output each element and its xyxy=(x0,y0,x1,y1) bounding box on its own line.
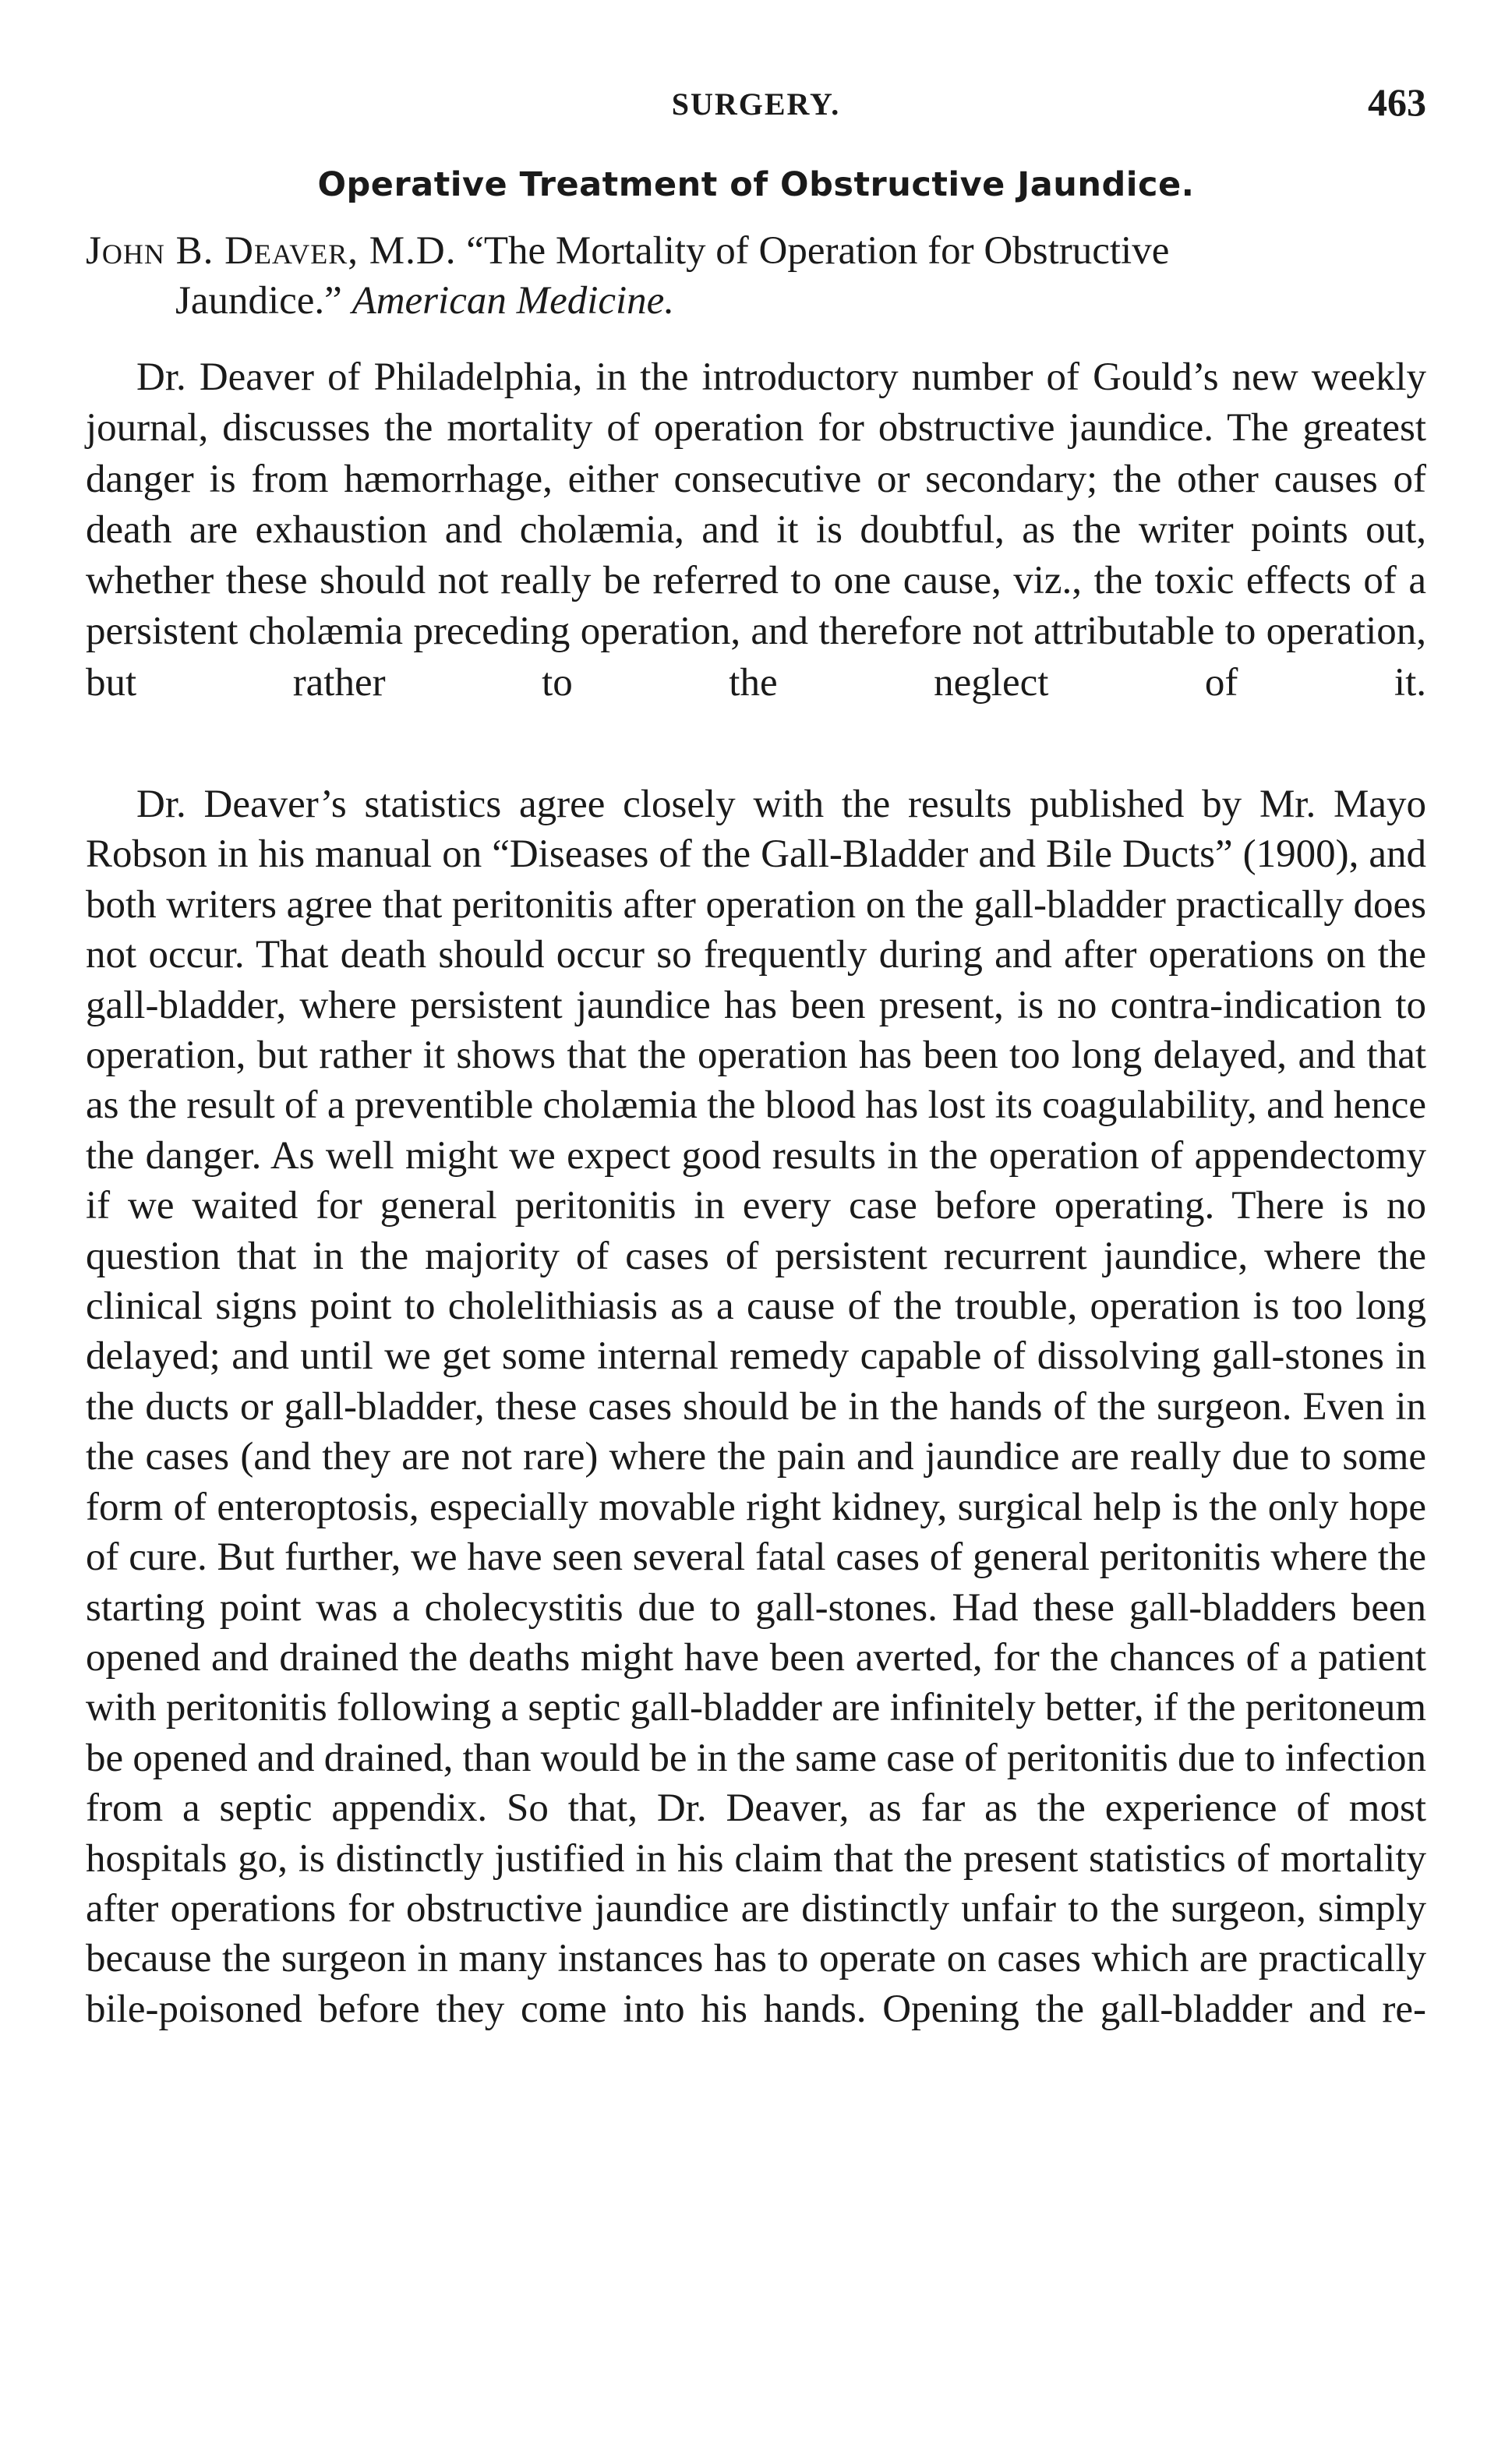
running-title: SURGERY. xyxy=(671,87,841,122)
body-paragraph-2 xyxy=(86,779,1426,2034)
paragraph-text: Dr. Deaver’s statistics agree closely with the results published by Mr. Mayo Robson in his manual on “Diseases of the Gall-Bladder and Bile Ducts” (1900), and both writers agree that peritonitis after operation on the gall-bladder practically does not occur. That death should occur so frequently during and after operations on the gall-bladder, where persistent jaundice has been present, is no contra-indication to operation, but rather it shows that the operation has been too long delayed, and that as the result of a preventible cholæmia the blood has lost its coagulability, and hence the danger. As well might we expect good results in the operation of appendectomy if we waited for general peritonitis in every case before operating. There is no question that in the majority of cases of persistent recurrent jaundice, where the clinical signs point to cholelithiasis as a cause of the trouble, operation is too long delayed; and until we get some internal remedy capable of dissolving gall-stones in the ducts or gall-bladder, these cases should be in the hands of the surgeon. Even in the cases (and they are not rare) where the pain and jaundice are really due to some form of enteroptosis, especially movable right kidney, surgical help is the only hope of cure. But further, we have seen several fatal cases of general peritonitis where the starting point was a cholecystitis due to gall-stones. Had these gall-bladders been opened and drained the deaths might have been averted, for the chances of a patient with peritonitis following a septic gall-bladder are infinitely better, if the peritoneum be opened and drained, than would be in the same case of peritonitis due to infection from a septic appendix. So that, Dr. Deaver, as far as the experience of most hospitals go, is distinctly justified in his claim that the present statistics of mortality after operations for obstructive jaundice are distinctly unfair to the surgeon, simply because the surgeon in many instances has to operate on cases which are practically bile-poisoned before they come into his hands. Opening the gall-bladder and re- xyxy=(86,783,1426,2031)
citation-title-line-1: “The Mortality of Operation for Obstructive xyxy=(466,229,1170,273)
citation xyxy=(86,226,1430,326)
running-head xyxy=(86,78,1426,125)
paragraph-text: Dr. Deaver of Philadelphia, in the introductory number of Gould’s new weekly journal, discusses the mortality of operation for obstructive jaundice. The greatest danger is from hæmorrhage, either consecutive or secondary; the other causes of death are exhaustion and cholæmia, and it is doubtful, as the writer points out, whether these should not really be referred to one cause, viz., the toxic effects of a persistent cholæmia preceding operation, and therefore not attributable to operation, but rather to the neglect of it. xyxy=(86,355,1426,705)
section-title: Operative Treatment of Obstructive Jaundice. xyxy=(317,165,1195,204)
page-number: 463 xyxy=(1368,80,1426,124)
citation-author: John B. Deaver, M.D. xyxy=(86,229,457,273)
citation-journal: American Medicine. xyxy=(352,279,675,323)
citation-line-1 xyxy=(86,226,1430,276)
citation-title-line-2: Jaundice.” xyxy=(175,279,342,323)
body-paragraph-1 xyxy=(86,352,1426,708)
citation-line-2 xyxy=(86,276,1430,326)
